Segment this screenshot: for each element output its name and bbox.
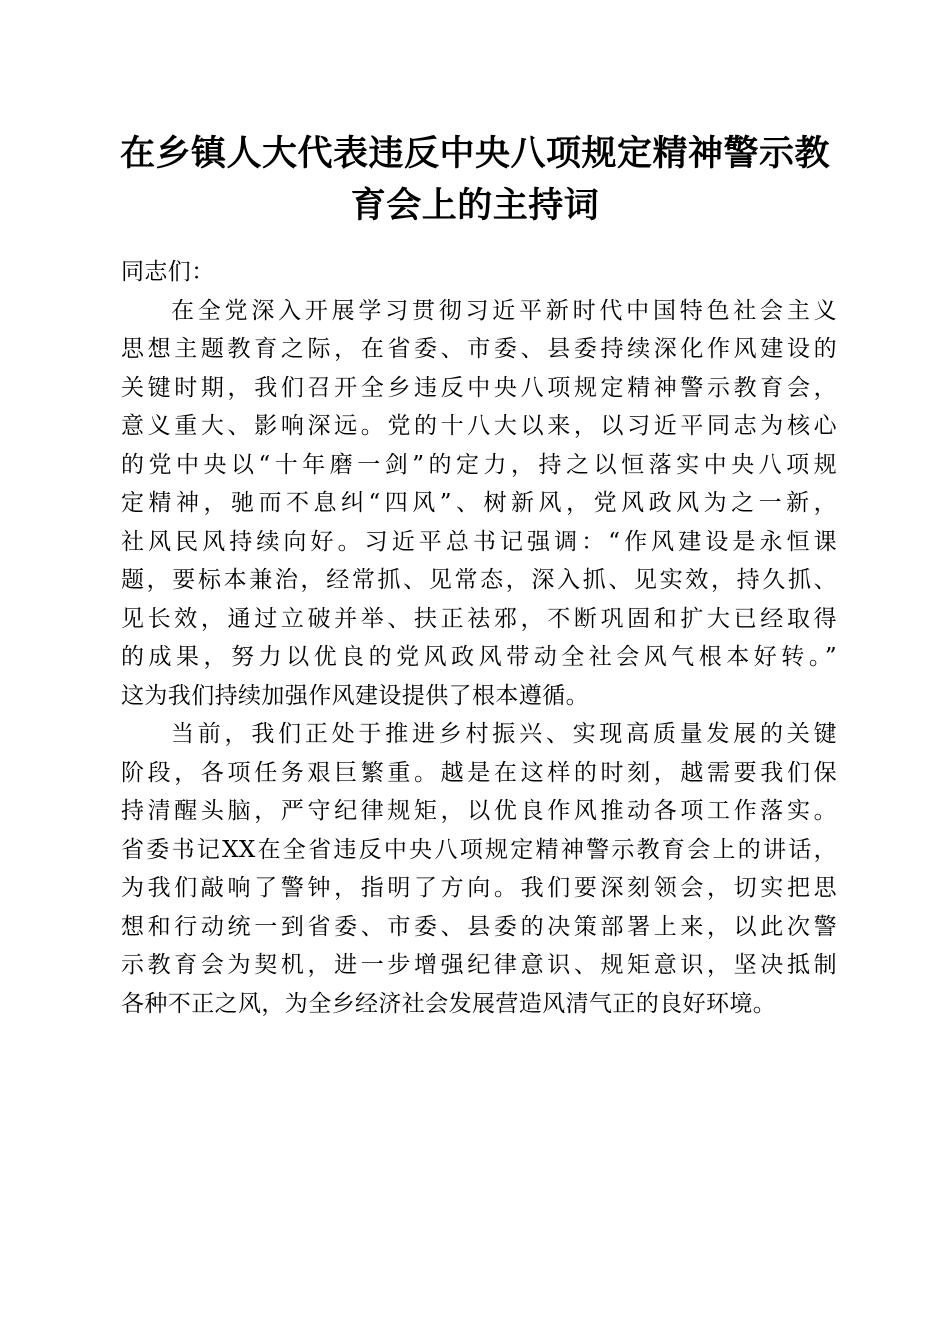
paragraph-line: 省委书记XX在全省违反中央八项规定精神警示教育会上的讲话， bbox=[121, 836, 837, 863]
paragraph-line: 意义重大、影响深远。党的十八大以来，以习近平同志为核心 bbox=[121, 413, 837, 439]
paragraph-line: 在全党深入开展学习贯彻习近平新时代中国特色社会主义 bbox=[171, 297, 837, 324]
document-title bbox=[100, 128, 850, 232]
paragraph-line: 为我们敲响了警钟，指明了方向。我们要深刻领会，切实把思 bbox=[121, 875, 837, 901]
paragraph-line: 的成果，努力以优良的党风政风带动全社会风气根本好转。” bbox=[121, 644, 837, 670]
paragraph-line: 定精神，驰而不息纠“四风”、树新风，党风政风为之一新， bbox=[121, 490, 837, 516]
paragraph-line: 关键时期，我们召开全乡违反中央八项规定精神警示教育会， bbox=[121, 374, 837, 401]
paragraph-line: 题，要标本兼治，经常抓、见常态，深入抓、见实效，持久抓、 bbox=[121, 567, 837, 593]
paragraph-line: 的党中央以“十年磨一剑”的定力，持之以恒落实中央八项规 bbox=[121, 451, 837, 478]
paragraph bbox=[121, 715, 837, 1023]
paragraph-line: 这为我们持续加强作风建设提供了根本遵循。 bbox=[121, 682, 589, 709]
title-line: 育会上的主持词 bbox=[350, 185, 600, 226]
paragraph bbox=[121, 292, 837, 716]
paragraph-line: 阶段，各项任务艰巨繁重。越是在这样的时刻，越需要我们保 bbox=[121, 759, 837, 786]
paragraph-line: 当前，我们正处于推进乡村振兴、实现高质量发展的关键 bbox=[171, 721, 837, 747]
paragraph-line: 持清醒头脑，严守纪律规矩，以优良作风推动各项工作落实。 bbox=[121, 798, 837, 824]
paragraph-line: 各种不正之风，为全乡经济社会发展营造风清气正的良好环境。 bbox=[121, 990, 777, 1017]
paragraph-line: 见长效，通过立破并举、扶正祛邪，不断巩固和扩大已经取得 bbox=[121, 605, 837, 632]
paragraph-line: 思想主题教育之际，在省委、市委、县委持续深化作风建设的 bbox=[121, 336, 837, 362]
paragraph-line: 想和行动统一到省委、市委、县委的决策部署上来，以此次警 bbox=[121, 913, 837, 940]
paragraph-line: 示教育会为契机，进一步增强纪律意识、规矩意识，坚决抵制 bbox=[121, 952, 837, 978]
document-body bbox=[121, 253, 837, 1023]
salutation: 同志们： bbox=[121, 259, 215, 285]
paragraph-line: 社风民风持续向好。习近平总书记强调：“作风建设是永恒课 bbox=[121, 528, 837, 555]
title-line: 在乡镇人大代表违反中央八项规定精神警示教 bbox=[119, 133, 830, 174]
